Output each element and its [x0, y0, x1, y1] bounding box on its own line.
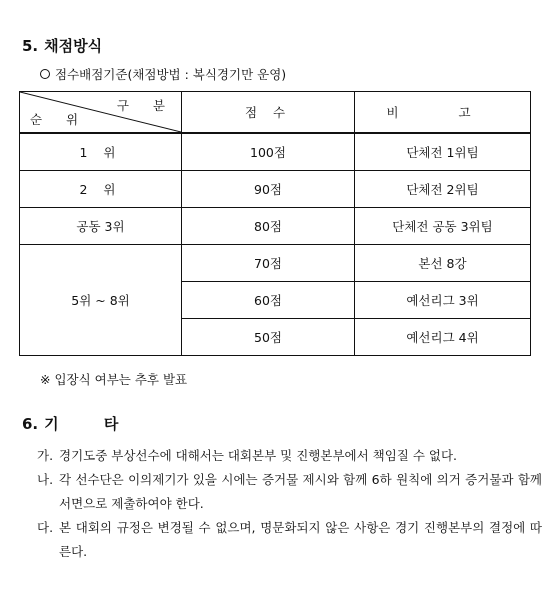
scoring-table [19, 91, 531, 356]
header-rank-label: 순 위 [30, 112, 89, 127]
item-text: 각 선수단은 이의제기가 있을 시에는 증거물 제시와 함께 6하 원칙에 의거 증거물과 함께 서면으로 제출하여야 한다. [59, 472, 542, 511]
table-row [20, 208, 531, 245]
table-row [20, 133, 531, 171]
section-5-title: 채점방식 [44, 37, 103, 55]
score-cell: 80점 [182, 208, 355, 245]
score-cell: 60점 [182, 282, 355, 319]
section-6-heading [22, 413, 138, 434]
circle-bullet-icon [40, 69, 50, 79]
rank-cell: 공동 3위 [20, 208, 182, 245]
rank-cell: 2 위 [20, 171, 182, 208]
table-row [20, 245, 531, 282]
score-cell: 50점 [182, 319, 355, 356]
section-5-number: 5. [22, 37, 39, 55]
score-cell: 90점 [182, 171, 355, 208]
score-cell: 100점 [182, 133, 355, 171]
section-6-title: 기 타 [44, 415, 139, 433]
item-label: 가. [37, 448, 54, 463]
header-score: 점 수 [182, 92, 355, 134]
list-item [37, 516, 542, 564]
misc-items-list [37, 444, 542, 564]
rank-cell: 1 위 [20, 133, 182, 171]
table-header-row [20, 92, 531, 134]
note-cell: 예선리그 3위 [355, 282, 531, 319]
note-cell: 단체전 1위팀 [355, 133, 531, 171]
item-text: 본 대회의 규정은 변경될 수 없으며, 명문화되지 않은 사항은 경기 진행본부의 결정에 따른다. [59, 520, 542, 559]
item-label: 다. [37, 520, 54, 535]
section-5-heading [22, 35, 102, 56]
scoring-intro [40, 65, 286, 83]
header-note: 비 고 [355, 92, 531, 134]
item-text: 경기도중 부상선수에 대해서는 대회본부 및 진행본부에서 책임질 수 없다. [59, 448, 458, 463]
item-label: 나. [37, 472, 54, 487]
header-category-label: 구 분 [116, 98, 175, 113]
list-item [37, 444, 542, 468]
rank-cell-merged: 5위 ~ 8위 [20, 245, 182, 356]
note-cell: 단체전 공동 3위팀 [355, 208, 531, 245]
scoring-intro-text: 점수배점기준(채점방법 : 복식경기만 운영) [55, 67, 287, 82]
table-row [20, 171, 531, 208]
diagonal-header-cell [20, 92, 182, 134]
note-cell: 본선 8강 [355, 245, 531, 282]
section-6-number: 6. [22, 415, 39, 433]
note-cell: 단체전 2위팀 [355, 171, 531, 208]
footnote: ※ 입장식 여부는 추후 발표 [40, 372, 188, 387]
list-item [37, 468, 542, 516]
note-cell: 예선리그 4위 [355, 319, 531, 356]
score-cell: 70점 [182, 245, 355, 282]
